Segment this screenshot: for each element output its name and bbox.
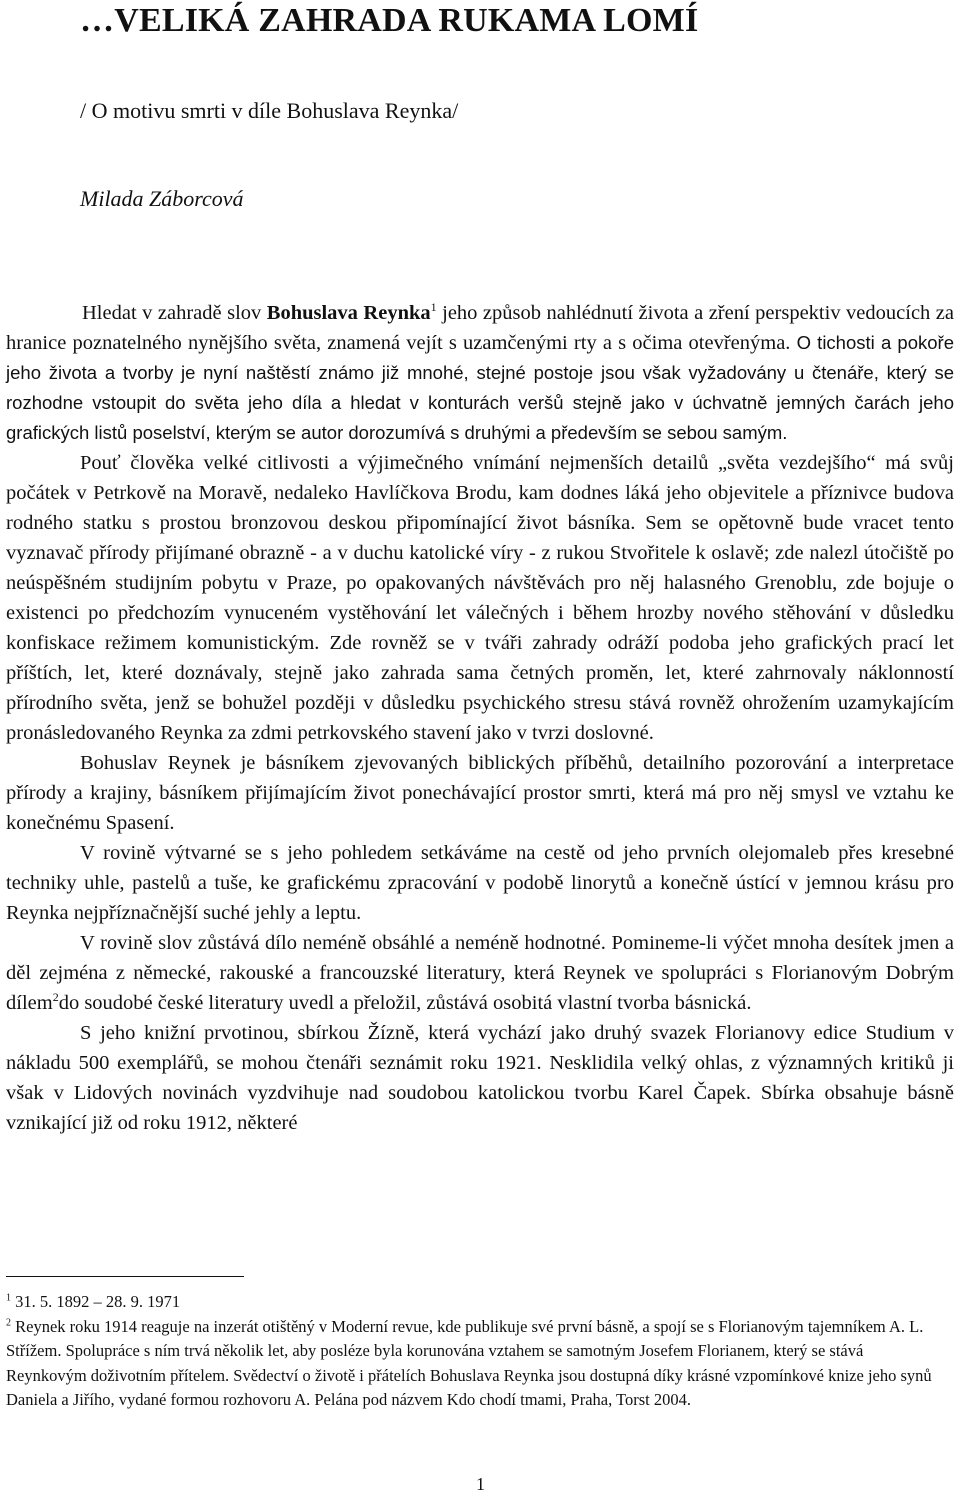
paragraph-debut: S jeho knižní prvotinou, sbírkou Žízně, která vychází jako druhý svazek Florianovy edice Studium v nákladu 500 exemplářů, se mohou čtenáři seznámit roku 1921. Nesklidila velký ohlas, z významných kritiků ji však v Lidových novinách vyzdvihuje nad soudobou katolickou tvorbu Karel Čapek. Sbírka obsahuje básně vznikající již od roku 1912, některé	[6, 1022, 954, 1134]
footnote-text: 31. 5. 1892 – 28. 9. 1971	[15, 1292, 181, 1311]
paragraph-visual-art: V rovině výtvarné se s jeho pohledem setkáváme na cestě od jeho prvních olejomaleb přes kresebné techniky uhle, pastelů a tuše, ke grafickému zpracování v podobě linorytů a konečně ústící v jemnou krásu pro Reynka nejpříznačnější suché jehly a leptu.	[6, 842, 954, 924]
footnotes	[6, 1290, 946, 1413]
footnote-ref-2: 2	[52, 990, 59, 1005]
poet-name: Bohuslava Reynka	[266, 302, 431, 324]
journey-text-continued: Sem se opětovně bude vracet tento vyznavač přírody přijímané obrazně - a v duchu katolické víry - z rukou Stvořitele k oslavě; zde nalezl útočiště po neúspěšném studijním pobytu v Praze, po opakovaných návštěvách pro něj halasného Grenoblu, zde bojuje o existenci po předchozím vynuceném vystěhování let válečných i během hrozby nového stěhování v důsledku konfiskace režimem komunistickým. Zde rovněž se v tváři zahrady odráží podoba jeho grafických prací let příštích, let, které doznávaly, stejně jako zahrada sama četných proměn, let, které zahrnovaly náklonností přírodního světa, jenž se bohužel později v důsledku psychického stresu stává rovněž ohrožením uzamykajícím pronásledovaného Reynka za zdmi petrkovského stavení jako v tvrzi doslovné.	[6, 512, 954, 744]
footnote-divider	[6, 1276, 244, 1277]
footnote-1	[6, 1290, 946, 1315]
paragraph-literature	[6, 928, 954, 1018]
article-subtitle: / O motivu smrti v díle Bohuslava Reynka/	[80, 98, 459, 123]
footnote-number: 2	[6, 1317, 11, 1328]
paragraph-poet: Bohuslav Reynek je básníkem zjevovaných biblických příběhů, detailního pozorování a interpretace přírody a krajiny, básníkem přijímajícím život ponechávající prostor smrti, která má pro něj smysl ve vztahu ke konečnému Spasení.	[6, 752, 954, 834]
footnote-2	[6, 1315, 946, 1413]
footnote-number: 1	[6, 1292, 11, 1304]
intro-text-continued: jeho způsob nahlédnutí života a zření perspektiv vedoucích za hranice poznatelného nynějšího světa, znamená vejít s uzamčenými rty a s očima otevřenýma.	[6, 302, 954, 354]
footnote-ref-1: 1	[430, 300, 437, 315]
page-number: 1	[476, 1474, 485, 1494]
article-title: …VELIKÁ ZAHRADA RUKAMA LOMÍ	[80, 2, 699, 39]
journey-text: Pouť člověka velké citlivosti a výjimečného vnímání nejmenších detailů „světa vezdejšího“ má svůj počátek v Petrkově na Moravě, nedaleko Havlíčkova Brodu, kam dodnes láká jeho objevitele a příznivce budova rodného statku s prostou bronzovou deskou připomínající život básníka.	[6, 452, 954, 534]
paragraph-journey	[6, 448, 954, 748]
article-body	[6, 298, 954, 1138]
intro-text-sans: O tichosti a pokoře jeho života a tvorby je nyní naštěstí známo již mnohé, stejné postoje jsou však vyžadovány u čtenáře, který se rozhodne vstoupit do světa jeho díla a hledat v konturách veršů stejně jako v úchvatně jemných čarách jeho grafických listů poselství, kterým se autor dorozumívá s druhými a především se sebou samým.	[6, 332, 954, 443]
literature-text: V rovině slov zůstává dílo neméně obsáhlé a neméně hodnotné. Pomineme-li výčet mnoha desítek jmen a děl zejména z německé, rakouské a francouzské literatury, která Reynek ve spolupráci s Florianovým Dobrým dílem	[6, 932, 954, 1014]
literature-text-continued: do soudobé české literatury uvedl a přeložil, zůstává osobitá vlastní tvorba básnická.	[58, 992, 752, 1014]
intro-text: Hledat v zahradě slov	[82, 302, 267, 324]
paragraph-intro	[6, 298, 954, 448]
footnote-text: Reynek roku 1914 reaguje na inzerát otištěný v Moderní revue, kde publikuje své první básně, a spojí se s Florianovým tajemníkem A. L. Střížem. Spolupráce s ním trvá několik let, aby posléze byla korunována vztahem se samotným Josefem Florianem, který se stává Reynkovým doživotním přítelem. Svědectví o životě i přátelích Bohuslava Reynka jsou dostupná díky krásné vzpomínkové knize jeho synů Daniela a Jiřího, vydané formou rozhovoru A. Pelána pod názvem Kdo chodí tmami, Praha, Torst 2004.	[6, 1316, 932, 1409]
article-author: Milada Záborcová	[80, 186, 244, 211]
